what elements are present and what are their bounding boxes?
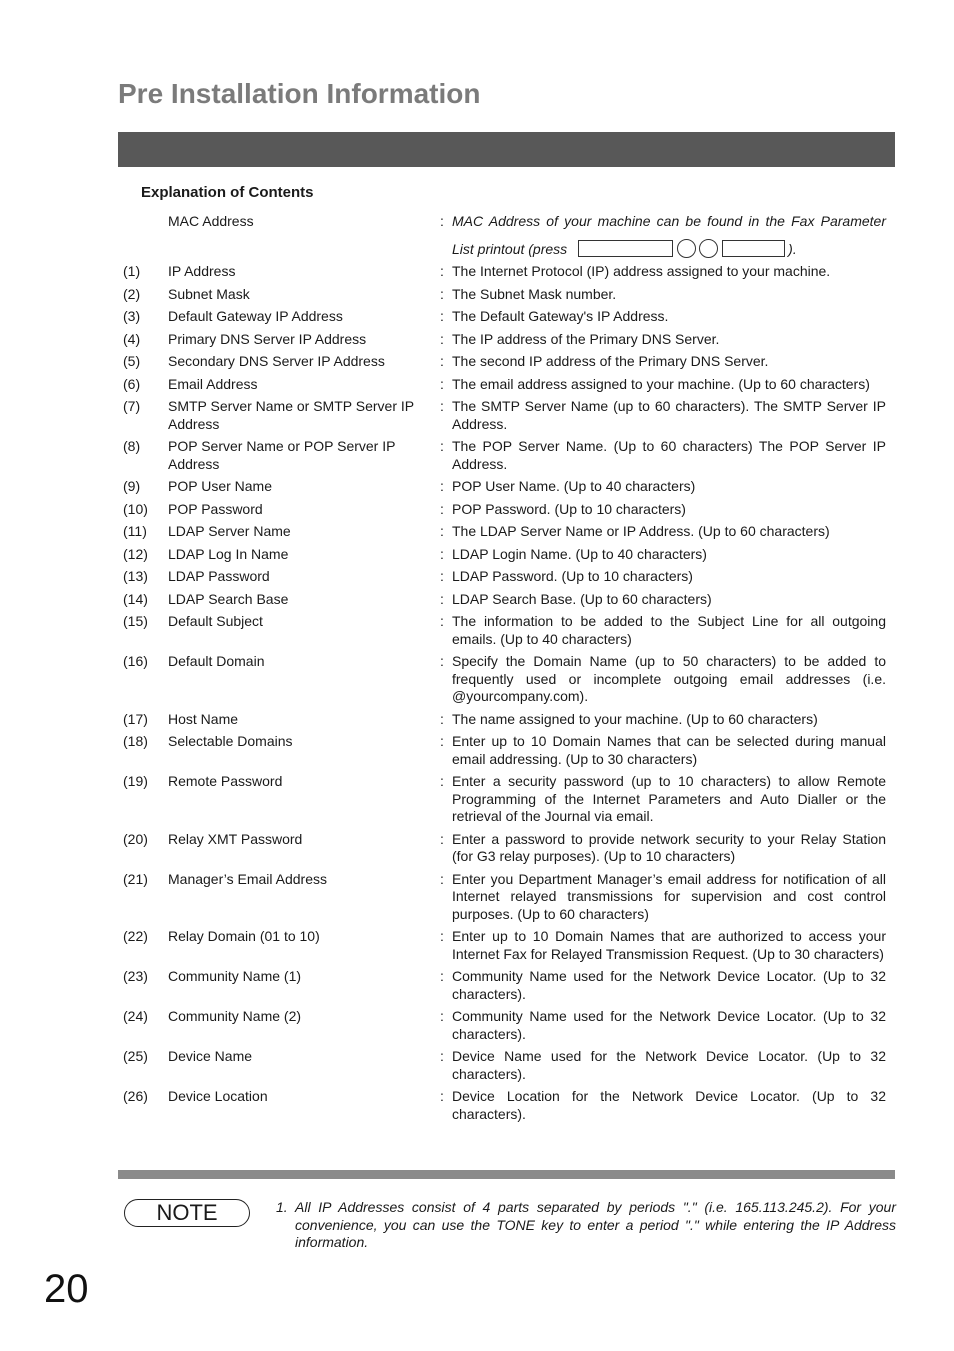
parameter-description: The Subnet Mask number. bbox=[452, 285, 617, 302]
parameter-row bbox=[0, 1088, 954, 1128]
parameter-label: Primary DNS Server IP Address bbox=[168, 330, 367, 347]
parameter-label: Manager’s Email Address bbox=[168, 870, 328, 887]
parameter-colon: : bbox=[440, 928, 444, 944]
parameter-colon: : bbox=[440, 438, 444, 454]
parameter-row bbox=[0, 928, 954, 968]
parameter-row bbox=[0, 1008, 954, 1048]
parameter-description: The second IP address of the Primary DNS Server. bbox=[452, 353, 769, 369]
parameter-description: The SMTP Server Name (up to 60 characters). The SMTP Server IP Address. bbox=[452, 398, 886, 432]
mac-address-colon: : bbox=[440, 213, 444, 229]
parameter-label: Remote Password bbox=[168, 773, 283, 789]
parameter-row bbox=[0, 733, 954, 773]
parameter-label: Community Name (2) bbox=[168, 1008, 302, 1024]
parameter-colon: : bbox=[440, 773, 444, 789]
parameter-description: POP Password. (Up to 10 characters) bbox=[452, 500, 686, 517]
note-list bbox=[276, 1199, 896, 1252]
parameter-number: (11) bbox=[123, 523, 147, 539]
header-bar bbox=[118, 132, 895, 167]
parameter-colon: : bbox=[440, 285, 444, 302]
parameter-colon: : bbox=[440, 398, 444, 414]
parameter-colon: : bbox=[440, 1008, 444, 1024]
parameter-label: Default Domain bbox=[168, 653, 265, 669]
parameter-description: Device Location for the Network Device Locator. (Up to 32 characters). bbox=[452, 1088, 886, 1122]
parameter-label: LDAP Log In Name bbox=[168, 545, 289, 562]
parameter-description: POP User Name. (Up to 40 characters) bbox=[452, 478, 696, 494]
parameter-row bbox=[0, 398, 954, 438]
section-heading: Explanation of Contents bbox=[141, 184, 314, 201]
parameter-label: POP User Name bbox=[168, 478, 272, 494]
parameter-colon: : bbox=[440, 353, 444, 369]
parameter-label: Host Name bbox=[168, 710, 239, 727]
page-title: Pre Installation Information bbox=[118, 78, 481, 109]
parameter-number: (13) bbox=[123, 568, 148, 584]
digit-key-icon bbox=[677, 239, 696, 258]
parameter-number: (21) bbox=[123, 870, 148, 887]
parameter-label: Default Gateway IP Address bbox=[168, 308, 343, 324]
parameter-description: Enter you Department Manager’s email address for notification of all Internet relayed transmissions for supervision and cost control purposes. (Up to 60 characters) bbox=[452, 870, 886, 922]
parameter-row bbox=[0, 546, 954, 569]
parameter-row bbox=[0, 478, 954, 501]
parameter-description: Device Name used for the Network Device Locator. (Up to 32 characters). bbox=[452, 1048, 886, 1082]
parameter-description: Enter up to 10 Domain Names that can be selected during manual email addressing. (Up to 30 characters) bbox=[452, 733, 886, 767]
parameter-label: POP Server Name or POP Server IP Address bbox=[168, 438, 396, 472]
parameter-colon: : bbox=[440, 375, 444, 392]
parameter-row bbox=[0, 331, 954, 354]
mac-address-desc-suffix: ). bbox=[788, 240, 797, 257]
parameter-row bbox=[0, 263, 954, 286]
parameter-number: (25) bbox=[123, 1048, 148, 1064]
note-number: 1. bbox=[276, 1199, 288, 1215]
parameter-description: The email address assigned to your machine. (Up to 60 characters) bbox=[452, 375, 870, 392]
parameter-description: LDAP Password. (Up to 10 characters) bbox=[452, 568, 693, 584]
parameter-description: The name assigned to your machine. (Up to 60 characters) bbox=[452, 710, 818, 727]
parameter-description: The LDAP Server Name or IP Address. (Up to 60 characters) bbox=[452, 523, 830, 539]
parameter-label: IP Address bbox=[168, 263, 236, 279]
parameter-label: Relay Domain (01 to 10) bbox=[168, 928, 320, 944]
mac-address-desc-line2 bbox=[452, 239, 797, 258]
parameter-row bbox=[0, 653, 954, 711]
parameter-label: POP Password bbox=[168, 500, 263, 517]
digit-key-icon bbox=[699, 239, 718, 258]
parameter-description: Enter a password to provide network security to your Relay Station (for G3 relay purposes). (Up to 10 characters) bbox=[452, 830, 886, 864]
parameter-row bbox=[0, 376, 954, 399]
parameter-colon: : bbox=[440, 968, 444, 984]
parameter-label: Device Name bbox=[168, 1048, 253, 1064]
parameter-number: (18) bbox=[123, 733, 148, 749]
parameter-number: (3) bbox=[123, 308, 141, 324]
parameter-description: The information to be added to the Subject Line for all outgoing emails. (Up to 40 characters) bbox=[452, 613, 886, 647]
parameter-number: (17) bbox=[123, 710, 148, 727]
parameter-row bbox=[0, 968, 954, 1008]
parameter-colon: : bbox=[440, 308, 444, 324]
parameter-number: (26) bbox=[123, 1088, 148, 1104]
parameter-row bbox=[0, 1048, 954, 1088]
parameter-number: (19) bbox=[123, 773, 148, 789]
parameter-label: Secondary DNS Server IP Address bbox=[168, 353, 385, 369]
parameter-number: (16) bbox=[123, 653, 148, 669]
parameter-colon: : bbox=[440, 870, 444, 887]
parameter-description: LDAP Login Name. (Up to 40 characters) bbox=[452, 545, 707, 562]
parameter-description: The Default Gateway's IP Address. bbox=[452, 308, 669, 324]
parameter-colon: : bbox=[440, 263, 444, 279]
function-key-icon bbox=[578, 240, 673, 257]
parameter-row bbox=[0, 773, 954, 831]
parameter-colon: : bbox=[440, 733, 444, 749]
parameter-description: Specify the Domain Name (up to 50 characters) to be added to frequently used or incomplete outgoing email addresses (i.e. @yourcompany.com). bbox=[452, 653, 886, 704]
parameter-row bbox=[0, 308, 954, 331]
parameter-description: Community Name used for the Network Device Locator. (Up to 32 characters). bbox=[452, 1008, 886, 1042]
parameter-colon: : bbox=[440, 1048, 444, 1064]
parameter-row bbox=[0, 568, 954, 591]
parameter-label: Email Address bbox=[168, 375, 258, 392]
parameter-row bbox=[0, 353, 954, 376]
footer-bar bbox=[118, 1170, 895, 1179]
set-key-icon bbox=[722, 240, 785, 257]
parameter-number: (12) bbox=[123, 545, 148, 562]
parameter-colon: : bbox=[440, 330, 444, 347]
mac-address-label: MAC Address bbox=[168, 213, 254, 229]
parameter-colon: : bbox=[440, 500, 444, 517]
parameter-label: LDAP Search Base bbox=[168, 590, 289, 607]
parameter-row bbox=[0, 286, 954, 309]
parameter-number: (24) bbox=[123, 1008, 148, 1024]
parameter-label: LDAP Server Name bbox=[168, 523, 291, 539]
parameter-label: Relay XMT Password bbox=[168, 830, 303, 847]
parameter-colon: : bbox=[440, 590, 444, 607]
parameter-colon: : bbox=[440, 613, 444, 629]
parameter-row bbox=[0, 831, 954, 871]
parameter-description: Community Name used for the Network Device Locator. (Up to 32 characters). bbox=[452, 968, 886, 1002]
parameter-number: (14) bbox=[123, 590, 148, 607]
parameter-label: SMTP Server Name or SMTP Server IP Address bbox=[168, 398, 414, 432]
parameter-label: Device Location bbox=[168, 1088, 268, 1104]
parameter-number: (10) bbox=[123, 500, 148, 517]
parameter-description: Enter up to 10 Domain Names that are authorized to access your Internet Fax for Relayed Transmission Request. (Up to 30 characters) bbox=[452, 928, 886, 962]
parameter-number: (4) bbox=[123, 330, 141, 347]
parameter-row bbox=[0, 438, 954, 478]
parameter-label: Community Name (1) bbox=[168, 968, 302, 984]
parameter-number: (22) bbox=[123, 928, 148, 944]
parameter-label: Subnet Mask bbox=[168, 285, 250, 302]
parameter-colon: : bbox=[440, 653, 444, 669]
parameter-row bbox=[0, 523, 954, 546]
parameter-colon: : bbox=[440, 1088, 444, 1104]
parameter-number: (15) bbox=[123, 613, 148, 629]
mac-address-desc-line1: MAC Address of your machine can be found in the Fax Parameter bbox=[452, 213, 886, 229]
parameter-number: (23) bbox=[123, 968, 148, 984]
mac-address-desc-prefix: List printout (press bbox=[452, 240, 568, 257]
parameter-number: (9) bbox=[123, 478, 141, 494]
parameter-row bbox=[0, 711, 954, 734]
parameter-row bbox=[0, 501, 954, 524]
parameter-number: (2) bbox=[123, 285, 141, 302]
parameter-row bbox=[0, 591, 954, 614]
note-item bbox=[276, 1199, 896, 1252]
parameter-number: (7) bbox=[123, 398, 141, 414]
parameter-row bbox=[0, 871, 954, 929]
parameter-number: (1) bbox=[123, 263, 141, 279]
parameter-number: (5) bbox=[123, 353, 141, 369]
parameter-description: LDAP Search Base. (Up to 60 characters) bbox=[452, 590, 712, 607]
parameter-colon: : bbox=[440, 710, 444, 727]
parameter-colon: : bbox=[440, 545, 444, 562]
parameter-description: The POP Server Name. (Up to 60 characters) The POP Server IP Address. bbox=[452, 438, 886, 472]
parameter-number: (6) bbox=[123, 375, 141, 392]
parameter-colon: : bbox=[440, 478, 444, 494]
page-number: 20 bbox=[44, 1267, 89, 1311]
parameter-description: Enter a security password (up to 10 characters) to allow Remote Programming of the Internet Parameters and Auto Dialler or the retrieval of the Journal via email. bbox=[452, 773, 886, 824]
parameter-label: Default Subject bbox=[168, 613, 263, 629]
parameter-colon: : bbox=[440, 568, 444, 584]
parameter-description: The Internet Protocol (IP) address assigned to your machine. bbox=[452, 263, 831, 279]
parameter-row bbox=[0, 613, 954, 653]
parameter-label: LDAP Password bbox=[168, 568, 270, 584]
note-badge: NOTE bbox=[124, 1199, 250, 1227]
parameter-label: Selectable Domains bbox=[168, 733, 293, 749]
parameter-description: The IP address of the Primary DNS Server. bbox=[452, 330, 720, 347]
parameter-colon: : bbox=[440, 523, 444, 539]
parameter-list bbox=[0, 263, 954, 1128]
parameter-number: (20) bbox=[123, 830, 148, 847]
note-text: All IP Addresses consist of 4 parts separated by periods "." (i.e. 165.113.245.2). For your convenience, you can use the TONE key to enter a period "." while entering the IP Address information. bbox=[295, 1199, 896, 1250]
parameter-colon: : bbox=[440, 830, 444, 847]
parameter-number: (8) bbox=[123, 438, 141, 454]
